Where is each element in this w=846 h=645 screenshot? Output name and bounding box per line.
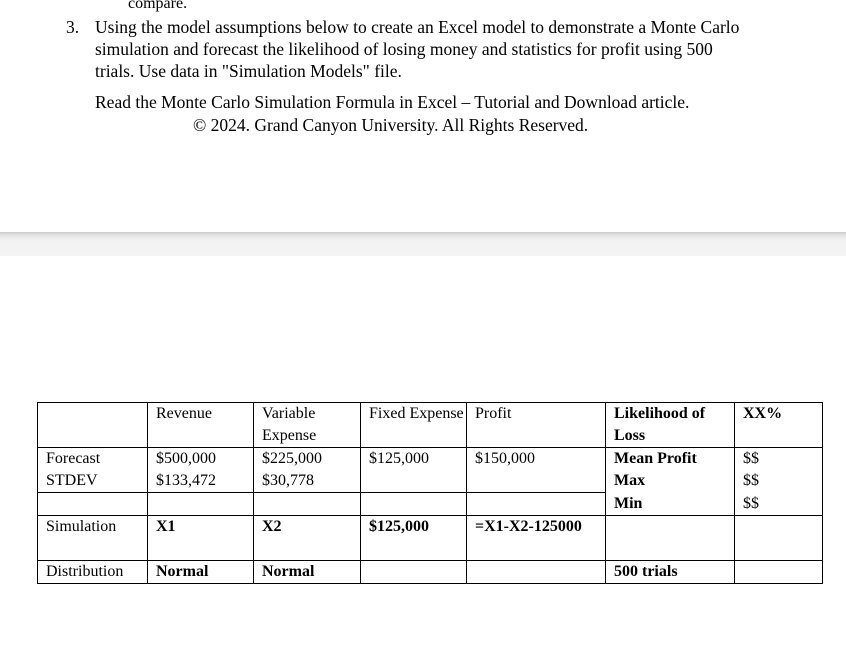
reference-line: Read the Monte Carlo Simulation Formula in Excel – Tutorial and Download article. <box>95 92 690 112</box>
table-cell <box>606 516 735 561</box>
header-likelihood-of-loss: Likelihood of Loss <box>606 403 735 448</box>
table-row <box>38 470 823 493</box>
row-label-simulation: Simulation <box>38 516 148 561</box>
table-row <box>38 448 823 471</box>
min-value: $$ <box>735 493 823 516</box>
document-page-top <box>0 0 846 232</box>
table-cell <box>254 493 361 516</box>
simulation-fixed-expense: $125,000 <box>361 516 467 561</box>
row-label-stdev: STDEV <box>38 470 148 493</box>
cut-off-text: compare. <box>128 0 188 12</box>
table-cell <box>361 470 467 493</box>
row-label-forecast: Forecast <box>38 448 148 471</box>
label-mean-profit: Mean Profit <box>606 448 735 471</box>
trials-label: 500 trials <box>606 561 735 584</box>
stdev-variable-expense: $30,778 <box>254 470 361 493</box>
header-profit: Profit <box>467 403 606 448</box>
table-cell <box>467 561 606 584</box>
page-break <box>0 232 846 256</box>
question-text: Using the model assumptions below to create an Excel model to demonstrate a Monte Carlo simulation and forecast the likelihood of losing money and statistics for profit using 500 trials. Use data in "Simulation Models" file. <box>95 17 740 81</box>
simulation-revenue: X1 <box>148 516 254 561</box>
table-cell <box>361 493 467 516</box>
table-cell <box>467 493 606 516</box>
table-cell <box>735 516 823 561</box>
label-max: Max <box>606 470 735 493</box>
row-label-distribution: Distribution <box>38 561 148 584</box>
distribution-variable-expense: Normal <box>254 561 361 584</box>
table-row <box>38 493 823 516</box>
table-cell <box>148 493 254 516</box>
forecast-variable-expense: $225,000 <box>254 448 361 471</box>
table-cell <box>467 470 606 493</box>
forecast-fixed-expense: $125,000 <box>361 448 467 471</box>
table-cell <box>38 493 148 516</box>
header-variable-expense: Variable Expense <box>254 403 361 448</box>
label-min: Min <box>606 493 735 516</box>
reference-note <box>95 91 775 137</box>
likelihood-value: XX% <box>735 403 823 448</box>
simulation-variable-expense: X2 <box>254 516 361 561</box>
simulation-profit-formula: =X1-X2-125000 <box>467 516 606 561</box>
mean-profit-value: $$ <box>735 448 823 471</box>
header-revenue: Revenue <box>148 403 254 448</box>
table-row <box>38 516 823 561</box>
table-row <box>38 561 823 584</box>
table-cell <box>38 403 148 448</box>
distribution-revenue: Normal <box>148 561 254 584</box>
forecast-profit: $150,000 <box>467 448 606 471</box>
forecast-revenue: $500,000 <box>148 448 254 471</box>
table-cell <box>361 561 467 584</box>
question-number: 3. <box>66 17 80 37</box>
stdev-revenue: $133,472 <box>148 470 254 493</box>
header-fixed-expense: Fixed Expense <box>361 403 467 448</box>
max-value: $$ <box>735 470 823 493</box>
model-assumptions-table <box>37 402 823 584</box>
table-cell <box>735 561 823 584</box>
table-header-row <box>38 403 823 448</box>
copyright-line: © 2024. Grand Canyon University. All Rights Reserved. <box>193 115 589 135</box>
